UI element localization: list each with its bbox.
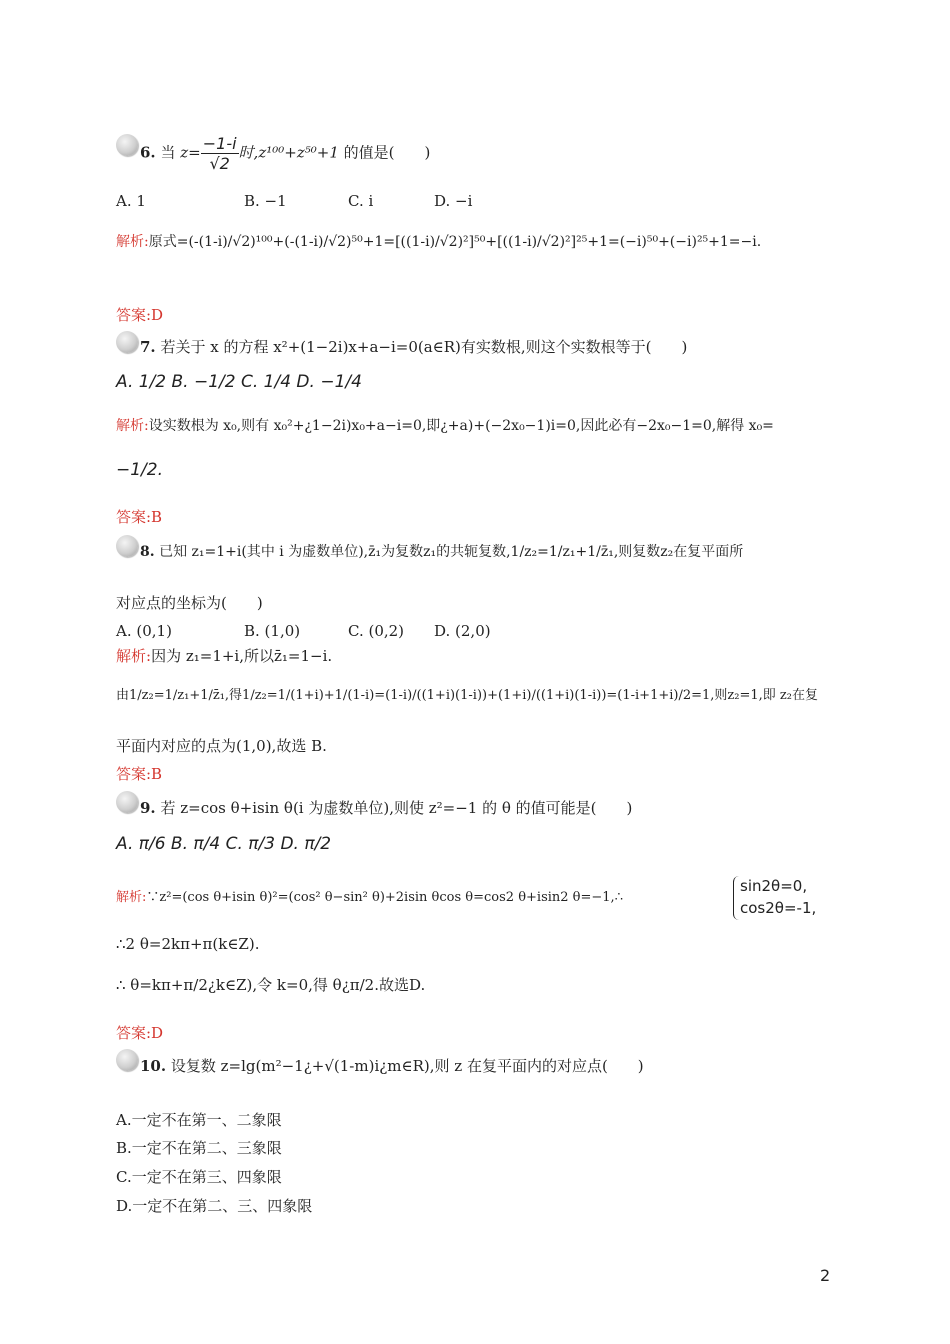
question-8-analysis: 解析:因为 z₁=1+i,所以z̄₁=1−i. <box>116 647 333 665</box>
question-10-option-c: C.一定不在第三、四象限 <box>116 1168 282 1186</box>
question-6-options: A. 1 B. −1 C. i D. −i <box>116 192 473 210</box>
fraction: $\frac{-1-i}{√2}$ <box>202 134 237 174</box>
question-8-answer: 答案:B <box>116 765 163 783</box>
question-6-answer: 答案:D <box>116 306 164 324</box>
question-9-analysis-line2: ∴2 θ=2kπ+π(k∈Z). <box>116 935 260 953</box>
question-7-options: A. 1/2 B. −1/2 C. 1/4 D. −1/4 <box>116 372 362 392</box>
question-6-stem: 6. 当 z= $\frac{-1-i}{√2}$ 时,z¹⁰⁰+z⁵⁰+1 的值是( ) <box>140 134 431 174</box>
question-9-stem: 9. 若 z=cos θ+isin θ(i 为虚数单位),则使 z²=−1 的 θ 的值可能是( ) <box>140 799 633 817</box>
question-8-analysis-line2: 由1/z₂=1/z₁+1/z̄₁,得1/z₂=1/(1+i)+1/(1-i)=(1-i)/((1+i)(1-i))+(1+i)/((1+i)(1-i))=(1-i+1+i)/2=1,则z₂=1,即 z₂在复 <box>116 688 818 703</box>
question-marker-icon <box>116 791 138 813</box>
question-8-options: A. (0,1) B. (1,0) C. (0,2) D. (2,0) <box>116 622 491 640</box>
question-7-analysis: 解析:设实数根为 x₀,则有 x₀²+¿1−2i)x₀+a−i=0,即¿+a)+(−2x₀−1)i=0,因此必有−2x₀−1=0,解得 x₀= <box>116 418 774 434</box>
question-7-analysis-tail: −1/2. <box>116 460 164 480</box>
question-9-options: A. π/6 B. π/4 C. π/3 D. π/2 <box>116 834 332 854</box>
page-number: 2 <box>820 1266 831 1285</box>
question-marker-icon <box>116 535 138 557</box>
question-6-analysis: 解析:原式=(-(1-i)/√2)¹⁰⁰+(-(1-i)/√2)⁵⁰+1=[((1-i)/√2)²]⁵⁰+[((1-i)/√2)²]²⁵+1=(−i)⁵⁰+(−i)²⁵+1=−i. <box>116 234 762 250</box>
question-9-answer: 答案:D <box>116 1024 164 1042</box>
question-7-stem: 7. 若关于 x 的方程 x²+(1−2i)x+a−i=0(a∈R)有实数根,则这个实数根等于( ) <box>140 338 688 356</box>
equation-system: sin2θ=0, cos2θ=-1, <box>733 876 816 920</box>
question-8-stem: 8. 已知 z₁=1+i(其中 i 为虚数单位),z̄₁为复数z₁的共轭复数,1/z₂=1/z₁+1/z̄₁,则复数z₂在复平面所 <box>140 544 744 560</box>
question-7-answer: 答案:B <box>116 508 163 526</box>
question-10-option-d: D.一定不在第二、三、四象限 <box>116 1197 313 1215</box>
question-9-analysis-line3: ∴ θ=kπ+π/2¿k∈Z),令 k=0,得 θ¿π/2.故选D. <box>116 976 426 994</box>
question-9-analysis: 解析:∵z²=(cos θ+isin θ)²=(cos² θ−sin² θ)+2isin θcos θ=cos2 θ+isin2 θ=−1,∴ <box>116 890 623 905</box>
question-marker-icon <box>116 134 138 156</box>
question-10-option-b: B.一定不在第二、三象限 <box>116 1139 282 1157</box>
question-10-stem: 10. 设复数 z=lg(m²−1¿+√(1-m)i¿m∈R),则 z 在复平面内的对应点( ) <box>140 1057 644 1075</box>
question-marker-icon <box>116 1049 138 1071</box>
question-8-analysis-line3: 平面内对应的点为(1,0),故选 B. <box>116 737 327 755</box>
question-marker-icon <box>116 331 138 353</box>
question-8-stem-cont: 对应点的坐标为( ) <box>116 594 263 612</box>
question-10-option-a: A.一定不在第一、二象限 <box>116 1111 282 1129</box>
